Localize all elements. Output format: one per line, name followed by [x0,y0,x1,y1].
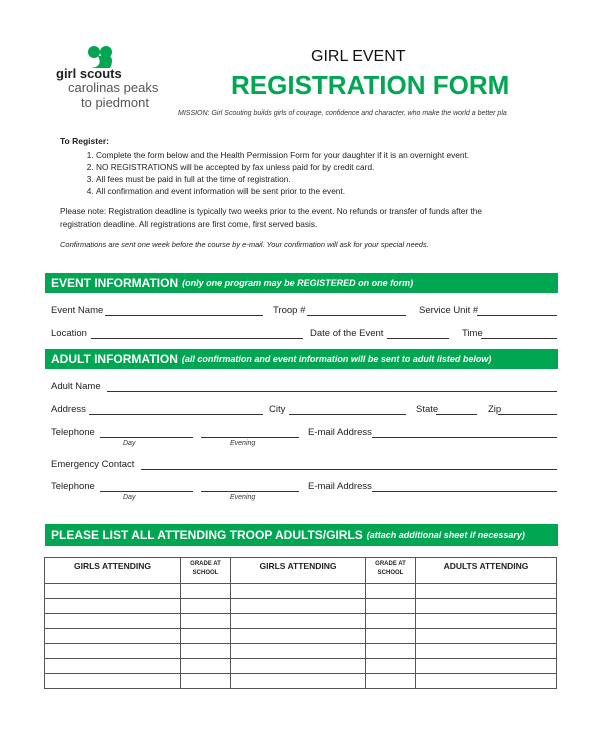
instruction-item: 1. Complete the form below and the Health Permission Form for your daughter if it is an overnight event. [96,149,469,161]
email-label-2: E-mail Address [308,481,372,492]
logo-line1: girl scouts [56,66,122,81]
event-name-field[interactable] [105,315,263,316]
table-cell[interactable] [45,674,181,689]
day-caption: Day [123,440,136,447]
instructions-list [60,149,469,197]
table-cell[interactable] [181,599,231,614]
table-row [45,674,557,689]
emergency-contact-field[interactable] [141,469,557,470]
day-phone-field[interactable] [100,437,193,438]
table-cell[interactable] [181,674,231,689]
table-row [45,614,557,629]
mission-statement: MISSION: Girl Scouting builds girls of courage, confidence and character, who make the world a better pla [178,110,507,117]
state-label: State [416,404,439,415]
section-note: (only one program may be REGISTERED on one form) [182,278,414,288]
table-cell[interactable] [45,584,181,599]
trefoil-icon [84,44,118,68]
table-cell[interactable] [366,659,416,674]
state-field[interactable] [436,414,477,415]
column-header: ADULTS ATTENDING [416,558,557,584]
location-field[interactable] [91,338,303,339]
table-cell[interactable] [231,584,366,599]
table-cell[interactable] [416,659,557,674]
column-header: GRADE AT SCHOOL [181,558,231,584]
table-cell[interactable] [366,614,416,629]
section-note: (attach additional sheet if necessary) [366,530,525,540]
section-note: (all confirmation and event information will be sent to adult listed below) [181,354,492,364]
column-header: GIRLS ATTENDING [45,558,181,584]
table-row [45,659,557,674]
to-register-heading: To Register: [60,136,109,146]
table-cell[interactable] [231,629,366,644]
table-cell[interactable] [366,629,416,644]
attendees-header [45,524,558,546]
adult-name-label: Adult Name [51,381,101,392]
time-label: Time [462,328,483,339]
confirmation-note: Confirmations are sent one week before the course by e-mail. Your confirmation will ask for your special needs. [60,240,429,249]
evening-phone-field[interactable] [201,437,299,438]
instruction-item: 3. All fees must be paid in full at the time of registration. [96,173,469,185]
emergency-contact-label: Emergency Contact [51,459,135,470]
event-information-header [45,273,558,293]
adult-name-field[interactable] [107,391,557,392]
table-row [45,584,557,599]
service-unit-field[interactable] [477,315,557,316]
email-field[interactable] [372,437,557,438]
address-label: Address [51,404,86,415]
table-cell[interactable] [366,674,416,689]
adult-information-header [45,349,558,369]
evening-caption-2: Evening [230,494,256,501]
email-field-2[interactable] [372,491,557,492]
table-cell[interactable] [231,614,366,629]
column-header: GRADE AT SCHOOL [366,558,416,584]
table-cell[interactable] [45,659,181,674]
telephone-label-2: Telephone [51,481,95,492]
instruction-item: 2. NO REGISTRATIONS will be accepted by fax unless paid for by credit card. [96,161,469,173]
evening-caption: Evening [230,440,256,447]
form-subtitle: GIRL EVENT [311,48,406,65]
day-caption-2: Day [123,494,136,501]
location-label: Location [51,328,87,339]
table-cell[interactable] [181,644,231,659]
date-label: Date of the Event [310,328,384,339]
service-unit-label: Service Unit # [419,305,479,316]
table-cell[interactable] [231,599,366,614]
email-label: E-mail Address [308,427,372,438]
section-title: PLEASE LIST ALL ATTENDING TROOP ADULTS/GIRLS [51,528,363,542]
troop-label: Troop # [273,305,306,316]
table-cell[interactable] [45,614,181,629]
telephone-label: Telephone [51,427,95,438]
troop-field[interactable] [307,315,406,316]
table-cell[interactable] [181,629,231,644]
table-cell[interactable] [231,674,366,689]
table-cell[interactable] [181,584,231,599]
table-cell[interactable] [366,644,416,659]
table-header-row [45,558,557,584]
day-phone-field-2[interactable] [100,491,193,492]
instruction-item: 4. All confirmation and event information will be sent prior to the event. [96,185,469,197]
table-cell[interactable] [231,659,366,674]
table-cell[interactable] [181,659,231,674]
form-title: REGISTRATION FORM [231,70,510,100]
table-cell[interactable] [231,644,366,659]
attendees-table [44,557,557,689]
table-cell[interactable] [45,644,181,659]
table-cell[interactable] [416,599,557,614]
table-cell[interactable] [416,584,557,599]
city-label: City [269,404,286,415]
zip-field[interactable] [498,414,557,415]
logo-line2: carolinas peaks [68,80,159,95]
table-cell[interactable] [416,644,557,659]
table-row [45,644,557,659]
section-title: ADULT INFORMATION [51,352,178,366]
time-field[interactable] [481,338,557,339]
city-field[interactable] [289,414,406,415]
zip-label: Zip [488,404,502,415]
section-title: EVENT INFORMATION [51,276,179,290]
column-header: GIRLS ATTENDING [231,558,366,584]
address-field[interactable] [89,414,263,415]
table-cell[interactable] [181,614,231,629]
deadline-note-2: registration deadline. All registrations are first come, first served basis. [60,219,318,229]
event-name-label: Event Name [51,305,104,316]
deadline-note: Please note: Registration deadline is typically two weeks prior to the event. No refunds or transfer of funds after the [60,206,482,216]
table-cell[interactable] [416,674,557,689]
table-cell[interactable] [45,629,181,644]
table-cell[interactable] [416,614,557,629]
table-cell[interactable] [366,599,416,614]
date-field[interactable] [387,338,449,339]
evening-phone-field-2[interactable] [201,491,299,492]
table-cell[interactable] [45,599,181,614]
logo-line3: to piedmont [81,95,149,110]
table-cell[interactable] [416,629,557,644]
table-row [45,599,557,614]
table-row [45,629,557,644]
table-cell[interactable] [366,584,416,599]
